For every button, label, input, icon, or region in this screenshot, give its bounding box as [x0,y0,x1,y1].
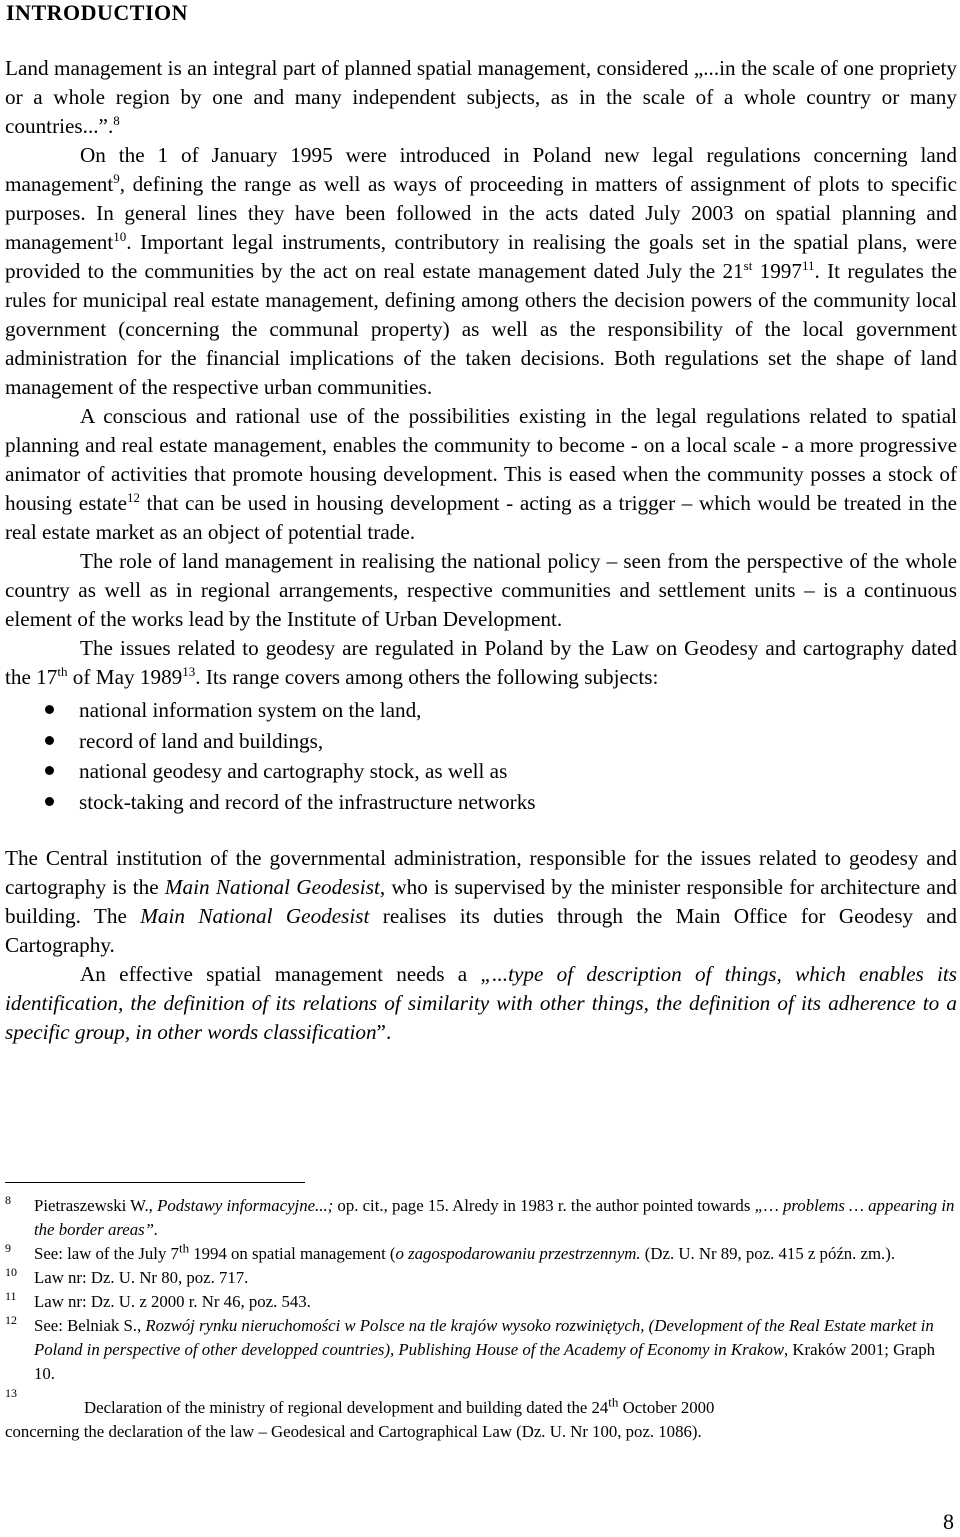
list-item: stock-taking and record of the infrastructure networks [5,787,957,818]
paragraph-1: Land management is an integral part of planned spatial management, considered „...in the scale of one propriety or a whole region by one and many independent subjects, as in the scale of a whole country or many countries...”.$^8$ [5,56,957,138]
footnote-8: 8 Pietraszewski W., Podstawy informacyjne...; op. cit., page 15. Alredy in 1983 r. the author pointed towards „… problems … appearing in the border areas”. [5,1193,955,1239]
footnote-ref-10: 10 [113,228,127,244]
footnote-11: 11 Law nr: Dz. U. z 2000 r. Nr 46, poz. 543. [5,1289,311,1311]
section-heading: INTRODUCTION [6,0,189,25]
superscript-th: th [57,663,68,679]
footnote-9: 9 See: law of the July 7th 1994 on spatial management (o zagospodarowaniu przestrzennym. (Dz. U. Nr 89, poz. 415 z późn. zm.). [5,1240,896,1263]
paragraph-6: The Central institution of the governmental administration, responsible for the issues related to geodesy and cartography is the Main National Geodesist, who is supervised by the minister responsible for architecture and building. The Main National Geodesist realises its duties through the Main Office for Geodesy and Cartography. [5,846,957,957]
paragraph-4: The role of land management in realising the national policy – seen from the perspective of the whole country as well as in regional arrangements, respective communities and settlement units – is a continuous element of the works lead by the Institute of Urban Development. [5,549,957,631]
paragraph-2: On the 1 of January 1995 were introduced in Poland new legal regulations concerning land management$^9$, defining the range as well as ways of proceeding in matters of assignment of plots to specific purposes. In general lines they have been followed in the acts dated July 2003 on spatial planning and management$^{10}$. Important legal instruments, contributory in realising the goals set in the spatial plans, were provided to the communities by the act on real estate management dated July the 21st 1997$^{11}$. It regulates the rules for municipal real estate management, defining among others the decision powers of the community local government (concerning the communal property) as well as the responsibility of the local government administration for the financial implications of the taken decisions. Both regulations set the shape of land management of the respective urban communities. [5,143,957,399]
superscript-st: st [743,257,753,273]
footnotes [5,1194,955,1444]
list-item: national information system on the land, [5,695,957,726]
page-number: 8 [943,1509,954,1534]
paragraph-3: A conscious and rational use of the possibilities existing in the legal regulations related to spatial planning and real estate management, enables the community to become - on a local scale - a more progressive animator of activities that promote housing development. This is eased when the community posses a stock of housing estate$^{12}$ that can be used in housing development - acting as a trigger – which would be treated in the real estate market as an object of potential trade. [5,404,957,544]
paragraph-7: An effective spatial management needs a „...type of description of things, which enables its identification, the definition of its relations of similarity with other things, the definition of its adherence to a specific group, in other words classification”. [5,962,958,1044]
list-item: record of land and buildings, [5,726,957,757]
footnote-divider [5,1182,305,1183]
bullet-icon [45,736,54,745]
bullet-icon [45,705,54,714]
footnote-ref-11: 11 [802,257,815,273]
footnote-ref-12: 12 [126,489,140,505]
footnote-ref-9: 9 [113,170,120,186]
body-text [5,54,957,1047]
bullet-icon [45,797,54,806]
footnote-ref-13: 13 [182,663,196,679]
footnote-12: 12 See: Belniak S., Rozwój rynku nieruchomości w Polsce na tle krajów wysoko rozwiniętych, (Development of the Real Estate market in Poland in perspective of other developped countries), Publishing House of the Academy of Economy in Krakow, Kraków 2001; Graph 10. [5,1313,936,1383]
paragraph-5: The issues related to geodesy are regulated in Poland by the Law on Geodesy and cartography dated the 17th of May 1989$^{13}$. Its range covers among others the following subjects: [5,636,957,689]
list-item: national geodesy and cartography stock, as well as [5,756,957,787]
footnote-10: 10 Law nr: Dz. U. Nr 80, poz. 717. [5,1265,249,1287]
footnote-13: 13 Declaration of the ministry of regional development and building dated the 24th October 2000 concerning the declaration of the law – Geodesical and Cartographical Law (Dz. U. Nr 100, poz. 1086). [5,1386,715,1441]
subjects-list [5,695,957,817]
bullet-icon [45,766,54,775]
footnote-ref-8: 8 [113,112,120,128]
